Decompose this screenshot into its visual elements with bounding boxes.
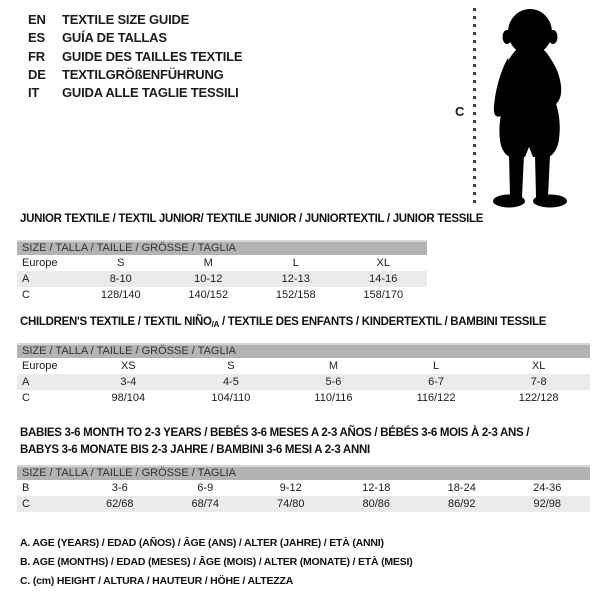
table-size-header: SIZE / TALLA / TAILLE / GRÖSSE / TAGLIA (17, 240, 427, 255)
row-label: C (22, 289, 30, 301)
children-section-heading (20, 316, 546, 329)
babies-section-heading (20, 425, 529, 458)
table-cell: L (292, 257, 299, 269)
table-cell: 8-10 (109, 273, 132, 285)
table-row (17, 496, 590, 512)
table-cell: 80/86 (362, 498, 391, 510)
babies-heading-line2: BABYS 3-6 MONATE BIS 2-3 JAHRE / BAMBINI 3-6 MESI A 2-3 ANNI (20, 443, 370, 456)
table-cell: M (328, 360, 339, 372)
table-cell: 128/140 (100, 289, 141, 301)
table-cell: 110/116 (314, 392, 353, 404)
table-cell: 7-8 (530, 376, 547, 388)
language-label: GUIDE DES TAILLES TEXTILE (62, 48, 243, 64)
table-cell: 140/152 (188, 289, 229, 301)
language-code: DE (28, 66, 46, 82)
table-cell: 74/80 (276, 498, 305, 510)
table-cell: M (203, 257, 213, 269)
table-cell: 98/104 (111, 392, 146, 404)
language-label: TEXTILE SIZE GUIDE (62, 12, 190, 27)
row-label: C (22, 392, 30, 404)
language-code: IT (28, 85, 40, 101)
table-cell: 12-13 (281, 273, 310, 285)
footnotes (20, 534, 413, 591)
table-cell: 18-24 (447, 482, 476, 494)
height-marker-label: C (455, 104, 465, 119)
language-code: EN (28, 12, 46, 27)
table-size-header: SIZE / TALLA / TAILLE / GRÖSSE / TAGLIA (17, 465, 590, 480)
table-cell: 152/158 (275, 289, 316, 301)
footnote-age-months: B. AGE (MONTHS) / EDAD (MESES) / ÂGE (MOIS) / ALTER (MONATE) / ETÀ (MESI) (20, 556, 413, 568)
babies-heading-line1: BABIES 3-6 MONTH TO 2-3 YEARS / BEBÉS 3-6 MESES A 2-3 AÑOS / BÉBÉS 3-6 MOIS À 2-3 ANS / (20, 427, 530, 439)
footnote-height-cm: C. (cm) HEIGHT / ALTURA / HAUTEUR / HÖHE / ALTEZZA (20, 575, 294, 587)
language-label: TEXTILGRÖßENFÜHRUNG (62, 66, 224, 82)
table-cell: 104/110 (211, 392, 251, 404)
table-cell: 116/122 (416, 392, 456, 404)
table-cell: S (227, 360, 235, 372)
footnote-age-years: A. AGE (YEARS) / EDAD (AÑOS) / ÂGE (ANS) / ALTER (JAHRE) / ETÀ (ANNI) (20, 537, 384, 549)
table-cell: 12-18 (362, 482, 391, 494)
table-size-header: SIZE / TALLA / TAILLE / GRÖSSE / TAGLIA (17, 343, 590, 358)
table-cell: 3-4 (120, 376, 137, 388)
language-code: ES (28, 30, 45, 46)
language-row-fr (28, 48, 242, 66)
table-row (17, 374, 590, 390)
table-cell: XS (120, 360, 136, 372)
table-row (17, 480, 590, 496)
junior-section-heading: JUNIOR TEXTILE / TEXTIL JUNIOR/ TEXTILE JUNIOR / JUNIORTEXTIL / JUNIOR TESSILE (20, 213, 484, 225)
table-cell: 24-36 (533, 482, 562, 494)
table-cell: XL (376, 257, 390, 269)
row-label: C (22, 498, 30, 510)
language-list (28, 11, 242, 102)
table-cell: 86/92 (447, 498, 476, 510)
language-label: GUIDA ALLE TAGLIE TESSILI (62, 85, 239, 101)
table-row (17, 390, 590, 406)
children-heading-prefix: CHILDREN'S TEXTILE / TEXTIL NIÑO (20, 316, 212, 328)
table-row (17, 358, 590, 374)
language-row-es (28, 29, 242, 47)
language-row-de (28, 66, 242, 84)
table-cell: 5-6 (325, 376, 342, 388)
table-row (17, 271, 427, 287)
table-cell: 14-16 (369, 273, 398, 285)
table-cell: 68/74 (191, 498, 220, 510)
table-row (17, 287, 427, 303)
children-heading-suffix: / TEXTILE DES ENFANTS / KINDERTEXTIL / BAMBINI TESSILE (219, 316, 547, 328)
children-size-table (17, 343, 590, 406)
height-dashed-line (473, 8, 476, 206)
row-label: Europe (22, 360, 58, 372)
language-code: FR (28, 48, 45, 64)
table-cell: 158/170 (363, 289, 404, 301)
table-cell: 122/128 (518, 392, 559, 404)
table-cell: 10-12 (194, 273, 223, 285)
junior-size-table (17, 240, 427, 303)
table-row (17, 255, 427, 271)
table-cell: 6-7 (428, 376, 445, 388)
row-label: A (22, 376, 30, 388)
table-cell: 62/68 (105, 498, 134, 510)
table-cell: 92/98 (533, 498, 562, 510)
table-cell: 6-9 (197, 482, 214, 494)
language-row-it (28, 84, 242, 102)
table-cell: 9-12 (279, 482, 302, 494)
row-label: A (22, 273, 30, 285)
table-cell: XL (531, 360, 546, 372)
row-label: Europe (22, 257, 58, 269)
table-cell: 3-6 (111, 482, 128, 494)
table-cell: L (433, 360, 440, 372)
babies-size-table (17, 465, 590, 512)
baby-silhouette-image (482, 6, 578, 212)
language-label: GUÍA DE TALLAS (62, 30, 167, 46)
language-row-en (28, 11, 242, 29)
children-heading-subscript: /A (211, 320, 220, 329)
row-label: B (22, 482, 30, 494)
table-cell: 4-5 (222, 376, 239, 388)
table-cell: S (117, 257, 125, 269)
